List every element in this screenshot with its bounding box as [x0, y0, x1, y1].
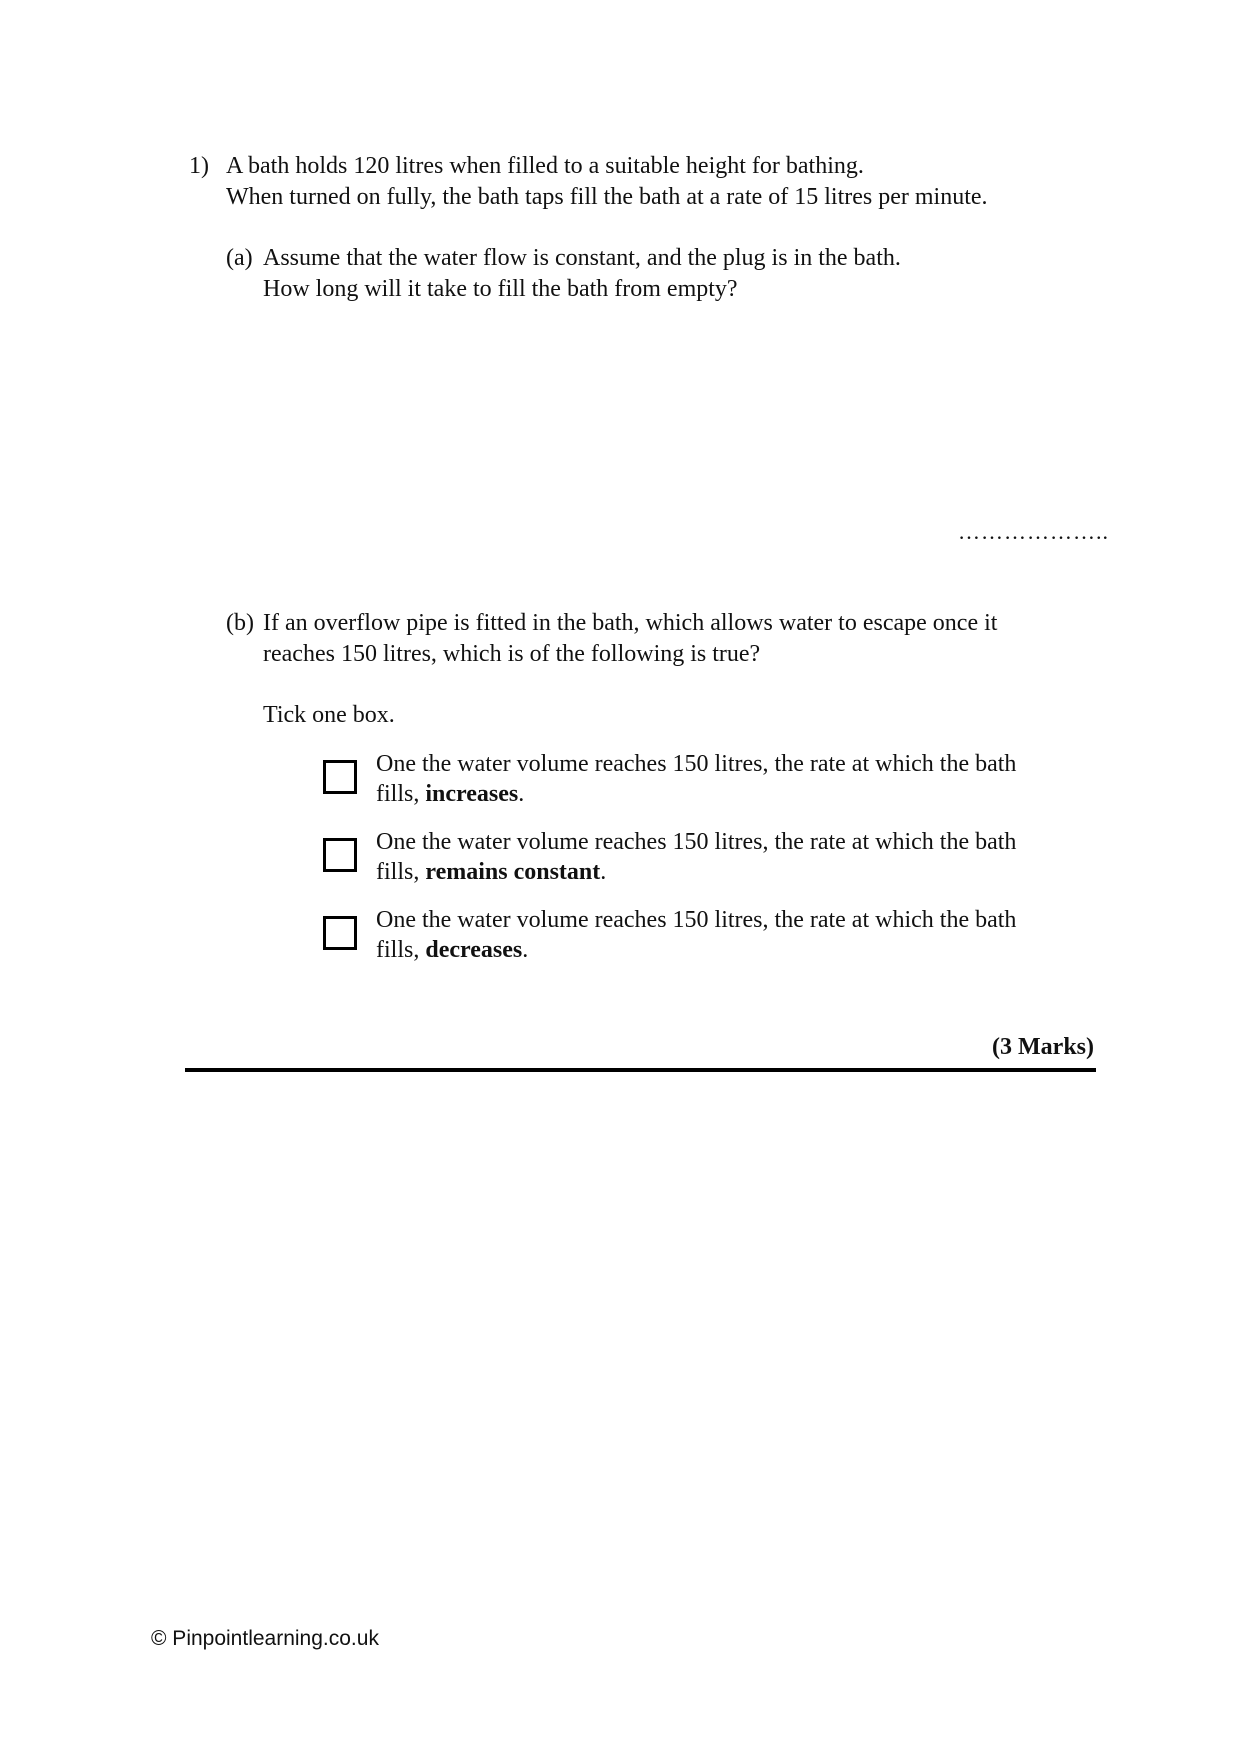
option-remains-constant-line-1: One the water volume reaches 150 litres, the rate at which the bath [376, 829, 1017, 855]
option-increases-line-2 [376, 779, 1076, 809]
option-remains-constant-line-2 [376, 857, 1076, 887]
section-divider [185, 1068, 1096, 1072]
option-remains-constant-checkbox[interactable] [323, 838, 357, 872]
part-b-label: (b) [226, 610, 254, 636]
question-intro-line-2: When turned on fully, the bath taps fill the bath at a rate of 15 litres per minute. [226, 184, 988, 210]
copyright-footer: © Pinpointlearning.co.uk [151, 1627, 379, 1650]
option-decreases-prefix: fills, [376, 937, 426, 963]
question-intro-line-1: A bath holds 120 litres when filled to a suitable height for bathing. [226, 153, 864, 179]
part-b-instruction: Tick one box. [263, 702, 395, 728]
option-remains-constant-text [376, 827, 1076, 887]
question-number: 1) [189, 153, 209, 179]
option-increases-emphasis: increases [425, 781, 519, 807]
part-a-label: (a) [226, 245, 253, 271]
option-increases-text [376, 749, 1076, 809]
option-decreases-suffix: . [522, 937, 529, 963]
option-increases-line-1: One the water volume reaches 150 litres, the rate at which the bath [376, 751, 1017, 777]
option-decreases-checkbox[interactable] [323, 916, 357, 950]
option-increases-prefix: fills, [376, 781, 426, 807]
option-increases-suffix: . [518, 781, 525, 807]
part-a-line-2: How long will it take to fill the bath from empty? [263, 276, 738, 302]
option-increases-checkbox[interactable] [323, 760, 357, 794]
option-decreases-emphasis: decreases [425, 937, 523, 963]
marks-total: (3 Marks) [992, 1034, 1094, 1060]
option-remains-constant-suffix: . [600, 859, 607, 885]
option-decreases-line-2 [376, 935, 1076, 965]
part-b-line-2: reaches 150 litres, which is of the following is true? [263, 641, 761, 667]
option-remains-constant-emphasis: remains constant [425, 859, 601, 885]
part-a-line-1: Assume that the water flow is constant, and the plug is in the bath. [263, 245, 901, 271]
part-a-answer-line: ……………….. [958, 519, 1109, 544]
part-b-line-1: If an overflow pipe is fitted in the bath, which allows water to escape once it [263, 610, 998, 636]
option-remains-constant-prefix: fills, [376, 859, 426, 885]
option-decreases-line-1: One the water volume reaches 150 litres, the rate at which the bath [376, 907, 1017, 933]
option-decreases-text [376, 905, 1076, 965]
